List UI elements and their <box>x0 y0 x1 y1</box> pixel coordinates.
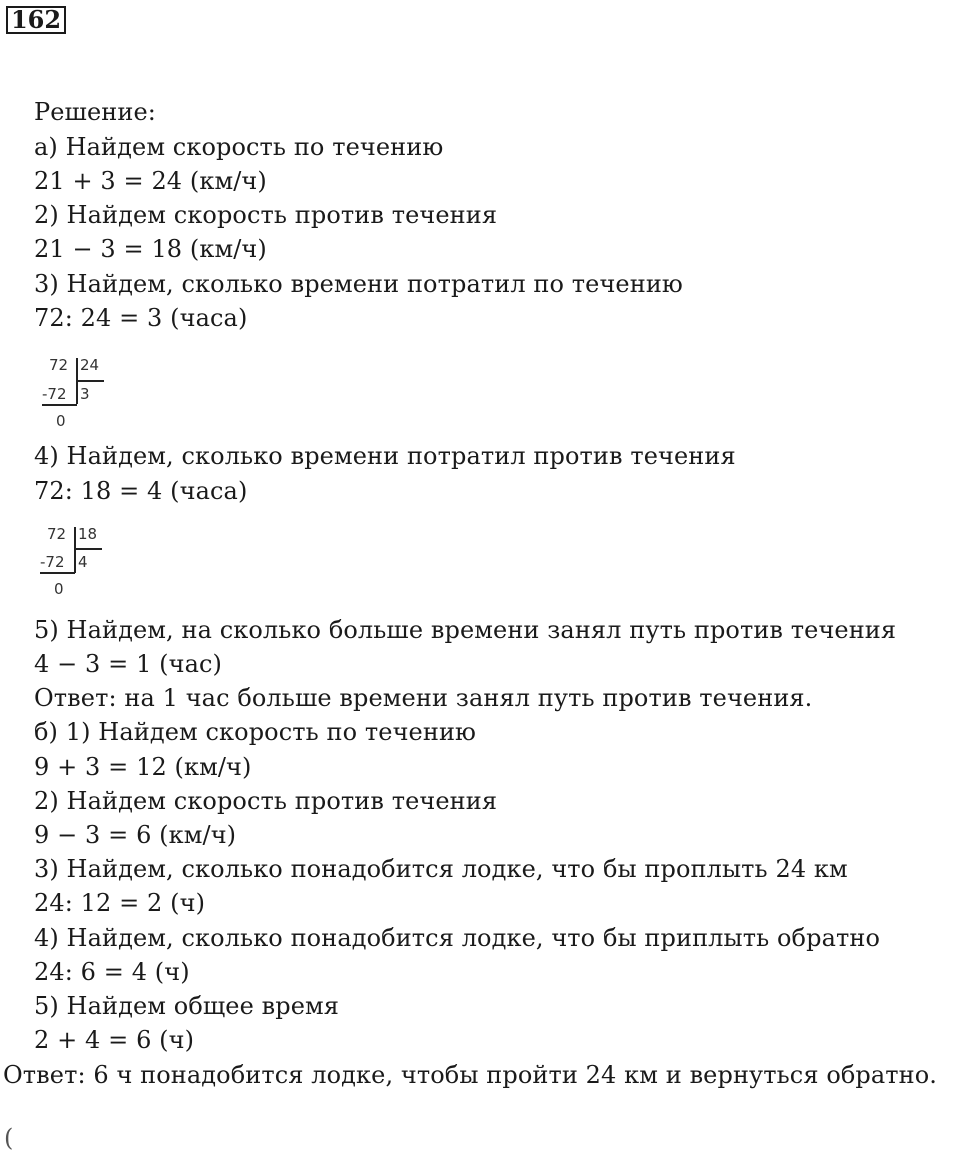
step-a3-text: 3) Найдем, сколько времени потратил по течению <box>34 270 683 298</box>
step-b4-calc: 24: 6 = 4 (ч) <box>34 958 190 986</box>
problem-number: 162 <box>6 6 66 34</box>
step-b5-text: 5) Найдем общее время <box>34 992 340 1020</box>
step-b5-calc: 2 + 4 = 6 (ч) <box>34 1026 195 1054</box>
solution-heading: Решение: <box>34 98 156 126</box>
ld1-divisor-bar <box>76 380 104 382</box>
ld1-subtrahend: -72 <box>42 385 67 403</box>
step-b1-calc: 9 + 3 = 12 (км/ч) <box>34 753 252 781</box>
long-division-2 <box>38 525 118 601</box>
ld1-subtract-bar <box>42 404 77 406</box>
step-a2-text: 2) Найдем скорость против течения <box>34 201 498 229</box>
step-b1-text: б) 1) Найдем скорость по течению <box>34 718 477 746</box>
step-a3-calc: 72: 24 = 3 (часа) <box>34 304 248 332</box>
step-a1-text: а) Найдем скорость по течению <box>34 133 444 161</box>
step-a1-calc: 21 + 3 = 24 (км/ч) <box>34 167 267 195</box>
ld1-remainder: 0 <box>56 412 66 430</box>
step-a4-calc: 72: 18 = 4 (часа) <box>34 477 248 505</box>
step-b4-text: 4) Найдем, сколько понадобится лодке, что бы приплыть обратно <box>34 924 880 952</box>
ld2-subtrahend: -72 <box>40 553 65 571</box>
step-b3-calc: 24: 12 = 2 (ч) <box>34 889 206 917</box>
ld2-subtract-bar <box>40 572 75 574</box>
stray-mark: ( <box>4 1124 14 1152</box>
step-a5-calc: 4 − 3 = 1 (час) <box>34 650 223 678</box>
ld1-quotient: 3 <box>80 385 90 403</box>
ld2-remainder: 0 <box>54 580 64 598</box>
ld1-dividend: 72 <box>49 356 69 374</box>
step-a4-text: 4) Найдем, сколько времени потратил против течения <box>34 442 736 470</box>
long-division-1 <box>40 356 120 432</box>
step-b3-text: 3) Найдем, сколько понадобится лодке, что бы проплыть 24 км <box>34 855 848 883</box>
answer-a: Ответ: на 1 час больше времени занял путь против течения. <box>34 684 813 712</box>
step-a2-calc: 21 − 3 = 18 (км/ч) <box>34 235 267 263</box>
step-a5-text: 5) Найдем, на сколько больше времени занял путь против течения <box>34 616 897 644</box>
ld2-divisor-bar <box>74 548 102 550</box>
ld1-divisor: 24 <box>80 356 100 374</box>
ld2-vertical-bar <box>74 527 76 573</box>
step-b2-calc: 9 − 3 = 6 (км/ч) <box>34 821 237 849</box>
ld2-divisor: 18 <box>78 525 98 543</box>
answer-b: Ответ: 6 ч понадобится лодке, чтобы пройти 24 км и вернуться обратно. <box>3 1061 938 1089</box>
ld2-quotient: 4 <box>78 553 88 571</box>
step-b2-text: 2) Найдем скорость против течения <box>34 787 498 815</box>
ld2-dividend: 72 <box>47 525 67 543</box>
